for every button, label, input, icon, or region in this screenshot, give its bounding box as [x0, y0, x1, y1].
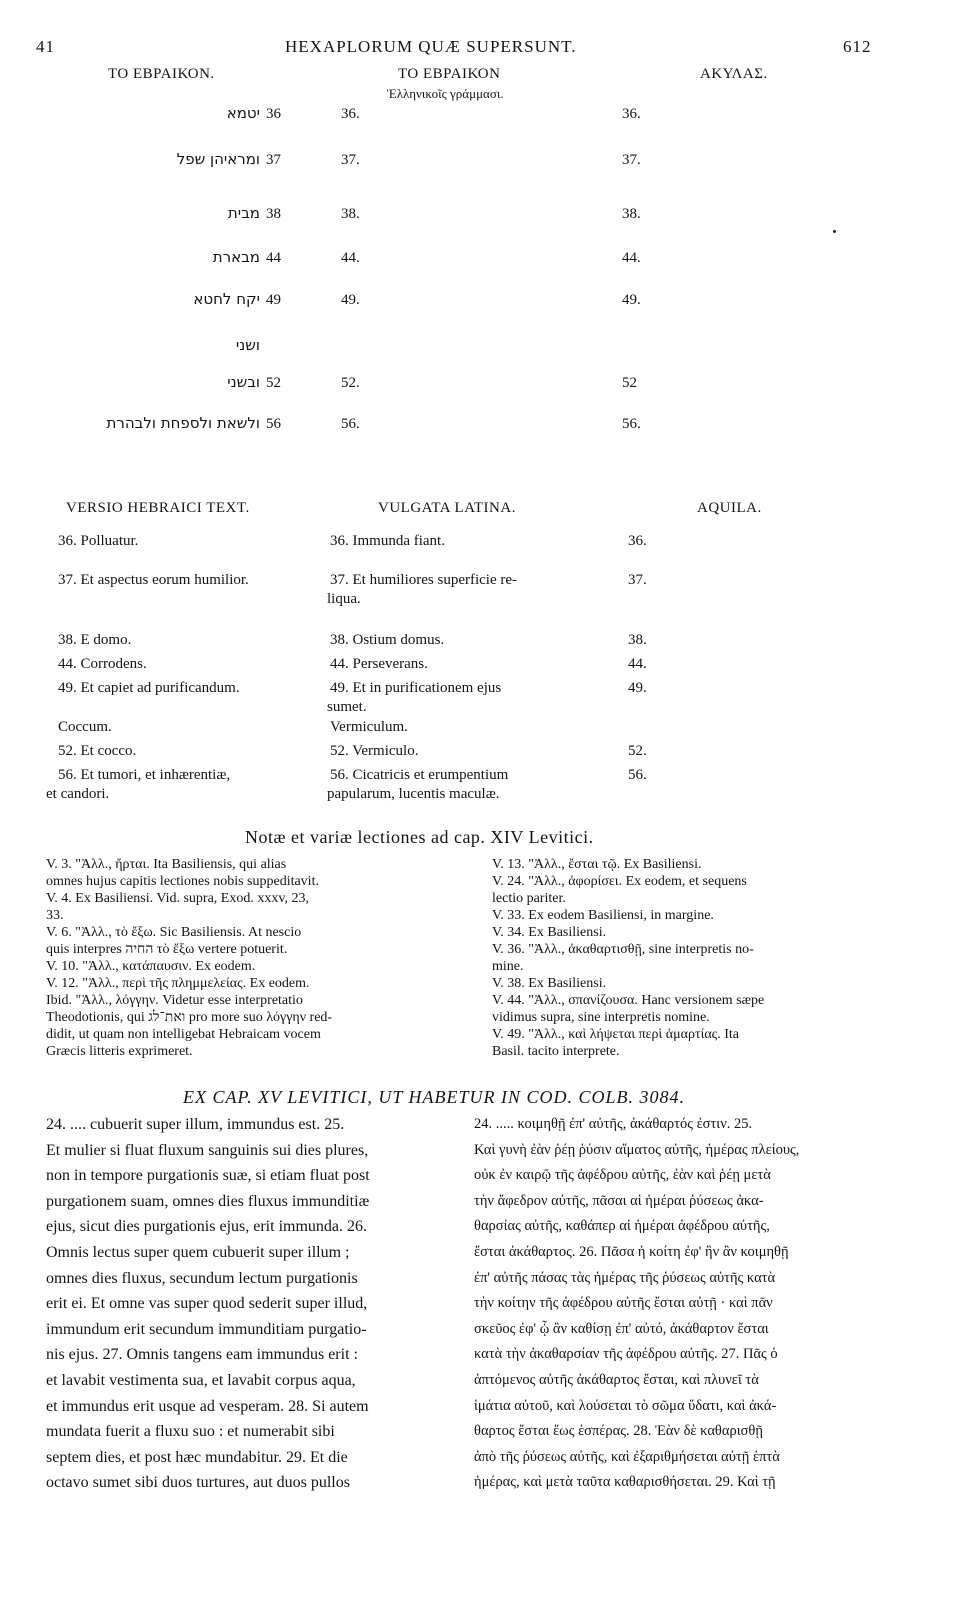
- note-line: 33.: [46, 908, 64, 923]
- verse-number: 52: [266, 375, 281, 391]
- verse-number: 37: [266, 152, 281, 168]
- versio-entry: Coccum.: [58, 719, 112, 735]
- note-line: vidimus supra, sine interpretis nomine.: [492, 1010, 710, 1025]
- vulgata-entry: 49. Et in purificationem ejus: [330, 680, 502, 696]
- versio-entry: 49. Et capiet ad purificandum.: [58, 680, 240, 696]
- col-subhead-translit: Ἑλληνικοῖς γράμμασι.: [387, 86, 504, 101]
- hebrew-word: ומראיהן שפל: [176, 150, 260, 168]
- aquila-verse: 52: [622, 375, 637, 391]
- hebrew-word: ושני: [235, 336, 260, 354]
- versio-entry-cont: et candori.: [46, 786, 110, 802]
- running-title: HEXAPLORUM QUÆ SUPERSUNT.: [285, 37, 577, 56]
- note-line: Ibid. "Ἀλλ., λόγγην. Videtur esse interpretatio: [46, 993, 303, 1008]
- note-line: V. 33. Ex eodem Basiliensi, in margine.: [492, 908, 714, 923]
- note-line: V. 6. "Ἀλλ., τὸ ἔξω. Sic Basiliensis. At nescio: [46, 925, 302, 940]
- latin-text-line: immundum erit secundum immunditiam purgatio-: [46, 1320, 367, 1338]
- hebrew-word: מבית: [227, 204, 260, 222]
- latin-text-line: Et mulier si fluat fluxum sanguinis sui dies plures,: [46, 1141, 369, 1159]
- latin-text-line: omnes dies fluxus, secundum lectum purgationis: [46, 1269, 358, 1287]
- note-line: V. 38. Ex Basiliensi.: [492, 976, 607, 991]
- greek-text-line: ἡμέρας, καὶ μετὰ ταῦτα καθαρισθήσεται. 29. Καὶ τῇ: [474, 1474, 776, 1491]
- hebrew-word: יקח לחטא: [193, 290, 260, 308]
- greek-text-line: τὴν κοίτην τῆς ἀφέδρου αὐτῆς ἔσται αὐτῇ · καὶ πᾶν: [474, 1295, 773, 1312]
- aquila-verse: 36.: [622, 106, 641, 122]
- greek-text-line: ἔσται ἀκάθαρτος. 26. Πᾶσα ἡ κοίτη ἐφ' ἣν ἂν κοιμηθῇ: [474, 1243, 789, 1260]
- aquila-entry: 56.: [628, 767, 647, 783]
- aquila-verse: 56.: [622, 416, 641, 432]
- notes-title: Notæ et variæ lectiones ad cap. XIV Levitici.: [245, 827, 594, 847]
- latin-text-line: octavo sumet sibi duos turtures, aut duos pullos: [46, 1474, 350, 1492]
- latin-text-line: et lavabit vestimenta sua, et lavabit corpus aqua,: [46, 1371, 356, 1389]
- note-line: V. 12. "Ἀλλ., περὶ τῆς πλημμελείας. Ex eodem.: [46, 976, 310, 991]
- aquila-entry: 38.: [628, 632, 647, 648]
- versio-entry: 56. Et tumori, et inhærentiæ,: [58, 767, 231, 783]
- aquila-verse: 38.: [622, 206, 641, 222]
- page-column-number-left: 41: [36, 37, 55, 56]
- vulgata-entry-cont: liqua.: [327, 591, 361, 607]
- translit-verse: 52.: [341, 375, 360, 391]
- col-head-translit: ΤΟ ΕΒΡΑΙΚΟΝ: [398, 66, 501, 82]
- note-line: V. 49. "Ἀλλ., καὶ λήψεται περὶ ἁμαρτίας. Ita: [492, 1027, 739, 1042]
- hebrew-word: מבארת: [212, 248, 260, 266]
- greek-text-line: ἱμάτια αὐτοῦ, καὶ λούσεται τὸ σῶμα ὕδατι, καὶ ἀκά-: [474, 1397, 777, 1414]
- greek-text-line: ἀπὸ τῆς ῥύσεως αὐτῆς, καὶ ἐξαριθμήσεται αὐτῇ ἑπτὰ: [474, 1448, 780, 1465]
- note-line: V. 4. Ex Basiliensi. Vid. supra, Exod. xxxv, 23,: [46, 891, 309, 906]
- greek-text-line: τὴν ἄφεδρον αὐτῆς, πᾶσαι αἱ ἡμέραι ῥύσεως ἀκα-: [474, 1192, 764, 1209]
- latin-text-line: septem dies, et post hæc mundabitur. 29. Et die: [46, 1448, 348, 1466]
- stray-mark: [833, 230, 836, 233]
- greek-text-line: σκεῦος ἐφ' ᾧ ἂν καθίσῃ ἐπ' αὐτό, ἀκάθαρτον ἔσται: [474, 1320, 769, 1337]
- note-line: Græcis litteris exprimeret.: [46, 1044, 193, 1059]
- versio-entry: 52. Et cocco.: [58, 743, 137, 759]
- notes-left-column: [46, 856, 458, 1060]
- versio-entry: 38. E domo.: [58, 632, 132, 648]
- note-line: omnes hujus capitis lectiones nobis suppeditavit.: [46, 874, 319, 889]
- section-title: EX CAP. XV LEVITICI, UT HABETUR IN COD. COLB. 3084.: [183, 1087, 686, 1107]
- translit-verse: 44.: [341, 250, 360, 266]
- note-line: quis interpres החיה τὸ ἔξω vertere potuerit.: [46, 942, 288, 957]
- col-head-aquila-latin: AQUILA.: [697, 500, 762, 516]
- latin-text-line: ejus, sicut dies purgationis ejus, erit immunda. 26.: [46, 1218, 367, 1236]
- translit-verse: 37.: [341, 152, 360, 168]
- vulgata-entry: 38. Ostium domus.: [330, 632, 445, 648]
- latin-text-line: et immundus erit usque ad vesperam. 28. Si autem: [46, 1397, 369, 1415]
- vulgata-entry: 56. Cicatricis et erumpentium: [330, 767, 509, 783]
- hebrew-word: יטמא: [226, 104, 260, 122]
- vulgata-entry: 44. Perseverans.: [330, 656, 428, 672]
- latin-text-column: [46, 1112, 458, 1496]
- aquila-entry: 36.: [628, 533, 647, 549]
- greek-text-line: ἁπτόμενος αὐτῆς ἀκάθαρτος ἔσται, καὶ πλυνεῖ τὰ: [474, 1371, 759, 1388]
- greek-text-column: [474, 1112, 892, 1496]
- greek-text-line: οὐκ ἐν καιρῷ τῆς ἀφέδρου αὐτῆς, ἐὰν καὶ ῥέῃ μετὰ: [474, 1167, 771, 1184]
- verse-number: 44: [266, 250, 281, 266]
- latin-text-line: purgationem suam, omnes dies fluxus immunditiæ: [46, 1192, 370, 1210]
- note-line: V. 34. Ex Basiliensi.: [492, 925, 607, 940]
- verse-number: 38: [266, 206, 281, 222]
- greek-text-line: θαρσίας αὐτῆς, καθάπερ αἱ ἡμέραι ἀφέδρου αὐτῆς,: [474, 1218, 770, 1235]
- col-head-hebrew: ΤΟ ΕΒΡΑΙΚΟΝ.: [108, 66, 215, 82]
- versio-entry: 37. Et aspectus eorum humilior.: [58, 572, 249, 588]
- vulgata-entry: 52. Vermiculo.: [330, 743, 419, 759]
- note-line: V. 36. "Ἀλλ., ἀκαθαρτισθῇ, sine interpretis no-: [492, 942, 754, 957]
- note-line: V. 13. "Ἀλλ., ἔσται τῷ. Ex Basiliensi.: [492, 857, 702, 872]
- vulgata-entry-cont: sumet.: [327, 699, 367, 715]
- vulgata-entry: 36. Immunda fiant.: [330, 533, 445, 549]
- col-head-vulgata: VULGATA LATINA.: [378, 500, 516, 516]
- aquila-entry: 52.: [628, 743, 647, 759]
- aquila-verse: 37.: [622, 152, 641, 168]
- page-column-number-right: 612: [843, 37, 872, 56]
- note-line: V. 3. "Ἀλλ., ἤρται. Ita Basiliensis, qui alias: [46, 857, 287, 872]
- note-line: lectio pariter.: [492, 891, 566, 906]
- aquila-entry: 44.: [628, 656, 647, 672]
- greek-text-line: ἐπ' αὐτῆς πάσας τὰς ἡμέρας τῆς ῥύσεως αὐτῆς κατὰ: [474, 1269, 776, 1286]
- hebrew-word: ולשאת ולספחת ולבהרת: [106, 414, 260, 432]
- latin-text-line: Omnis lectus super quem cubuerit super illum ;: [46, 1243, 350, 1261]
- versio-entry: 44. Corrodens.: [58, 656, 147, 672]
- versio-entry: 36. Polluatur.: [58, 533, 139, 549]
- note-line: mine.: [492, 959, 524, 974]
- aquila-verse: 44.: [622, 250, 641, 266]
- latin-text-line: erit ei. Et omne vas super quod sederit super illud,: [46, 1295, 368, 1313]
- aquila-entry: 49.: [628, 680, 647, 696]
- note-line: didit, ut quam non intelligebat Hebraicam vocem: [46, 1027, 321, 1042]
- greek-text-line: θαρτος ἔσται ἕως ἑσπέρας. 28. Ἐὰν δὲ καθαρισθῇ: [474, 1423, 763, 1440]
- vulgata-entry: 37. Et humiliores superficie re-: [330, 572, 518, 588]
- col-head-aquila-greek: ΑΚΥΛΑΣ.: [700, 66, 768, 82]
- note-line: V. 44. "Ἀλλ., σπανίζουσα. Hanc versionem sæpe: [492, 993, 765, 1008]
- translit-verse: 36.: [341, 106, 360, 122]
- note-line: Theodotionis, qui ואת־לג pro more suo λόγγην red-: [46, 1010, 333, 1025]
- vulgata-entry-cont: papularum, lucentis maculæ.: [327, 786, 500, 802]
- notes-right-column: [492, 856, 892, 1060]
- note-line: V. 24. "Ἀλλ., ἀφορίσει. Ex eodem, et sequens: [492, 874, 747, 889]
- verse-number: 56: [266, 416, 281, 432]
- latin-text-line: 24. .... cubuerit super illum, immundus est. 25.: [46, 1116, 345, 1133]
- aquila-verse: 49.: [622, 292, 641, 308]
- col-head-versio: VERSIO HEBRAICI TEXT.: [66, 500, 250, 516]
- hebrew-word: ובשני: [227, 373, 260, 391]
- verse-number: 36: [266, 106, 281, 122]
- verse-number: 49: [266, 292, 281, 308]
- latin-text-line: mundata fuerit a fluxu suo : et numerabit sibi: [46, 1423, 335, 1441]
- latin-text-line: non in tempore purgationis suæ, si etiam fluat post: [46, 1167, 370, 1185]
- translit-verse: 38.: [341, 206, 360, 222]
- greek-text-line: 24. ..... κοιμηθῇ ἐπ' αὐτῆς, ἀκάθαρτός ἐστιν. 25.: [474, 1116, 753, 1132]
- translit-verse: 56.: [341, 416, 360, 432]
- latin-text-line: nis ejus. 27. Omnis tangens eam immundus erit :: [46, 1346, 358, 1364]
- note-line: Basil. tacito interprete.: [492, 1044, 620, 1059]
- vulgata-entry: Vermiculum.: [330, 719, 408, 735]
- aquila-entry: 37.: [628, 572, 647, 588]
- greek-text-line: κατὰ τὴν ἀκαθαρσίαν τῆς ἀφέδρου αὐτῆς. 27. Πᾶς ὁ: [474, 1346, 778, 1363]
- translit-verse: 49.: [341, 292, 360, 308]
- greek-text-line: Καὶ γυνὴ ἐὰν ῥέῃ ῥύσιν αἵματος αὐτῆς, ἡμέρας πλείους,: [474, 1141, 800, 1158]
- note-line: V. 10. "Ἀλλ., κατάπαυσιν. Ex eodem.: [46, 959, 256, 974]
